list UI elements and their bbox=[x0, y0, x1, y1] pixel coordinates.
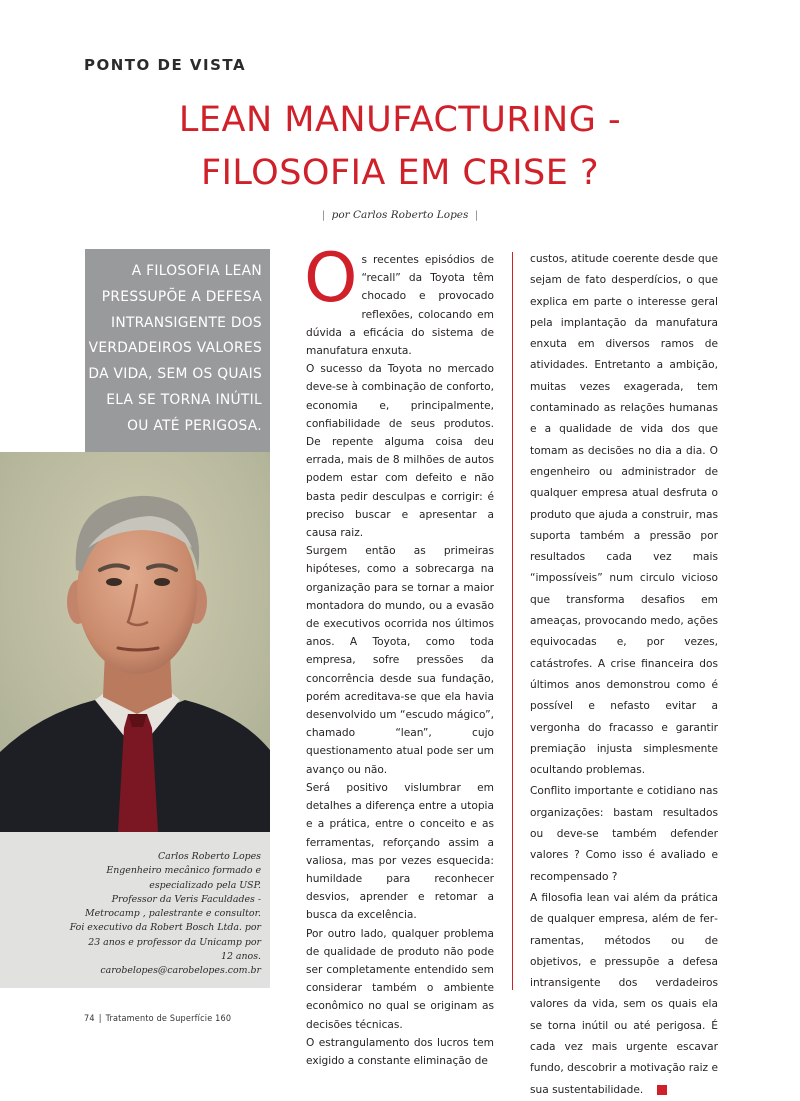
caption-line: especializado pela USP. bbox=[149, 879, 261, 891]
page-footer bbox=[84, 1014, 231, 1024]
article-paragraph: O sucesso da Toyota no mercado deve-se à combinação de conforto, economia e, principalmente, confiabilidade de seus produtos. De repente alguma coisa deu errada, mais de 8 milhões de autos podem estar com defeito e não basta pedir desculpas e corrigir: é preciso buscar e apresentar a causa raiz. bbox=[306, 363, 494, 540]
author-caption bbox=[0, 832, 270, 988]
article-paragraph bbox=[304, 239, 494, 360]
section-label: PONTO DE VISTA bbox=[84, 56, 247, 74]
byline-bar-right: | bbox=[474, 209, 479, 221]
caption-email: carobelopes@carobelopes.com.br bbox=[100, 965, 261, 977]
article-paragraph: Será positivo vislumbrar em detalhes a diferença entre a utopia e a prática, entre o conceito e as ferramentas, reforçando assim a valiosa, mas por vezes esquecida: humildade para reconhecer desvios, aprender e retomar a busca da excelência. bbox=[306, 781, 494, 922]
footer-separator: | bbox=[98, 1014, 102, 1024]
page-title bbox=[100, 94, 700, 200]
title-line-2: FILOSOFIA EM CRISE ? bbox=[200, 153, 600, 193]
article-column-1 bbox=[304, 239, 494, 1070]
publication-name: Tratamento de Superfície 160 bbox=[105, 1014, 232, 1024]
byline bbox=[300, 209, 500, 221]
caption-line: Engenheiro mecânico formado e bbox=[106, 865, 261, 877]
pull-quote bbox=[85, 249, 270, 452]
article-paragraph bbox=[530, 888, 718, 1101]
paragraph-text: s recentes episódios de “recall” da Toyota têm chocado e provocado reflexões, colocando em dúvida a eficácia do sistema de manufatura enxuta. bbox=[306, 254, 494, 358]
article-paragraph: Surgem então as primeiras hipóteses, como a sobrecarga na organização para se tornar a maior montadora do mundo, ou a evasão de executivos ocorrida nos últimos anos. A Toyota, como toda empresa, sofre pressões da concorrência desde sua fundação, porém acreditava-se que ela havia desenvolvido um “escudo mágico”, chamado “lean”, cujo questionamento atual pode ser um avanço ou não. bbox=[306, 545, 494, 776]
pull-quote-line: OU ATÉ PERIGOSA. bbox=[127, 417, 262, 434]
caption-line: Foi executivo da Robert Bosch Ltda. por bbox=[69, 922, 261, 934]
pull-quote-line: A FILOSOFIA LEAN bbox=[131, 263, 262, 279]
article-paragraph: Por outro lado, qualquer problema de qualidade de produto não pode ser completamente entendido sem considerar também o ambiente econômico no qual se originam as decisões técnicas. bbox=[306, 927, 494, 1031]
drop-cap: O bbox=[304, 239, 358, 318]
article-column-2 bbox=[530, 249, 718, 1101]
byline-bar-left: | bbox=[321, 209, 326, 221]
paragraph-text: A filosofia lean vai além da prática de qualquer empresa, além de ferramentas, métodos ou de objetivos, e pressupõe a defesa intransigente dos verdadeiros valores da vida, sem os quais ela se torna inútil ou até perigosa. É cada vez mais urgente escavar fundo, descobrir a motivação raiz e sua sustentabilidade. bbox=[530, 891, 718, 1096]
byline-text: por Carlos Roberto Lopes bbox=[331, 209, 469, 221]
author-portrait-illustration bbox=[0, 452, 270, 832]
article-paragraph: Conflito importante e cotidiano nas organizações: bastam resultados ou deve-se também defender valores ? Como isso é avaliado e recompensado ? bbox=[530, 785, 718, 883]
end-mark-icon bbox=[657, 1085, 667, 1095]
pull-quote-line: VERDADEIROS VALORES bbox=[88, 340, 262, 357]
caption-line: 12 anos. bbox=[221, 951, 261, 963]
article-paragraph: O estrangulamento dos lucros tem exigido a constante eliminação de bbox=[306, 1036, 494, 1067]
caption-name: Carlos Roberto Lopes bbox=[157, 851, 261, 862]
caption-line: Professor da Veris Faculdades - bbox=[111, 893, 261, 905]
column-divider bbox=[512, 252, 513, 990]
page-number: 74 bbox=[84, 1014, 95, 1024]
pull-quote-line: ELA SE TORNA INÚTIL bbox=[106, 391, 262, 408]
pull-quote-line: DA VIDA, SEM OS QUAIS bbox=[88, 366, 262, 383]
title-line-1: LEAN MANUFACTURING - bbox=[178, 100, 622, 140]
caption-line: Metrocamp , palestrante e consultor. bbox=[85, 908, 261, 920]
pull-quote-line: INTRANSIGENTE DOS bbox=[110, 314, 262, 331]
article-paragraph: custos, atitude coerente desde que sejam de fato desperdícios, o que explica em parte o interesse geral pela implantação da manufatura enxuta em diversos ramos de atividades. Entretanto a ambição, muitas vezes exagerada, tem contaminado as relações humanas e a qualidade de vida dos que tomam as decisões no dia a dia. O engenheiro ou administrador de qualquer empresa atual desfruta o produto que ajuda a construir, mas suporta também a pressão por resultados cada vez mais “impossíveis” num circulo vicioso que transforma desafios em ameaças, provocando medo, ações equivocadas e, por vezes, catástrofes. A crise financeira dos últimos anos demonstrou como é possível e nefasto evitar a vergonha do fracasso e garantir premiação injusta simplesmente ocultando problemas. bbox=[530, 253, 718, 777]
author-photo bbox=[0, 452, 270, 832]
caption-line: 23 anos e professor da Unicamp por bbox=[88, 936, 261, 948]
pull-quote-line: PRESSUPÕE A DEFESA bbox=[101, 288, 262, 305]
